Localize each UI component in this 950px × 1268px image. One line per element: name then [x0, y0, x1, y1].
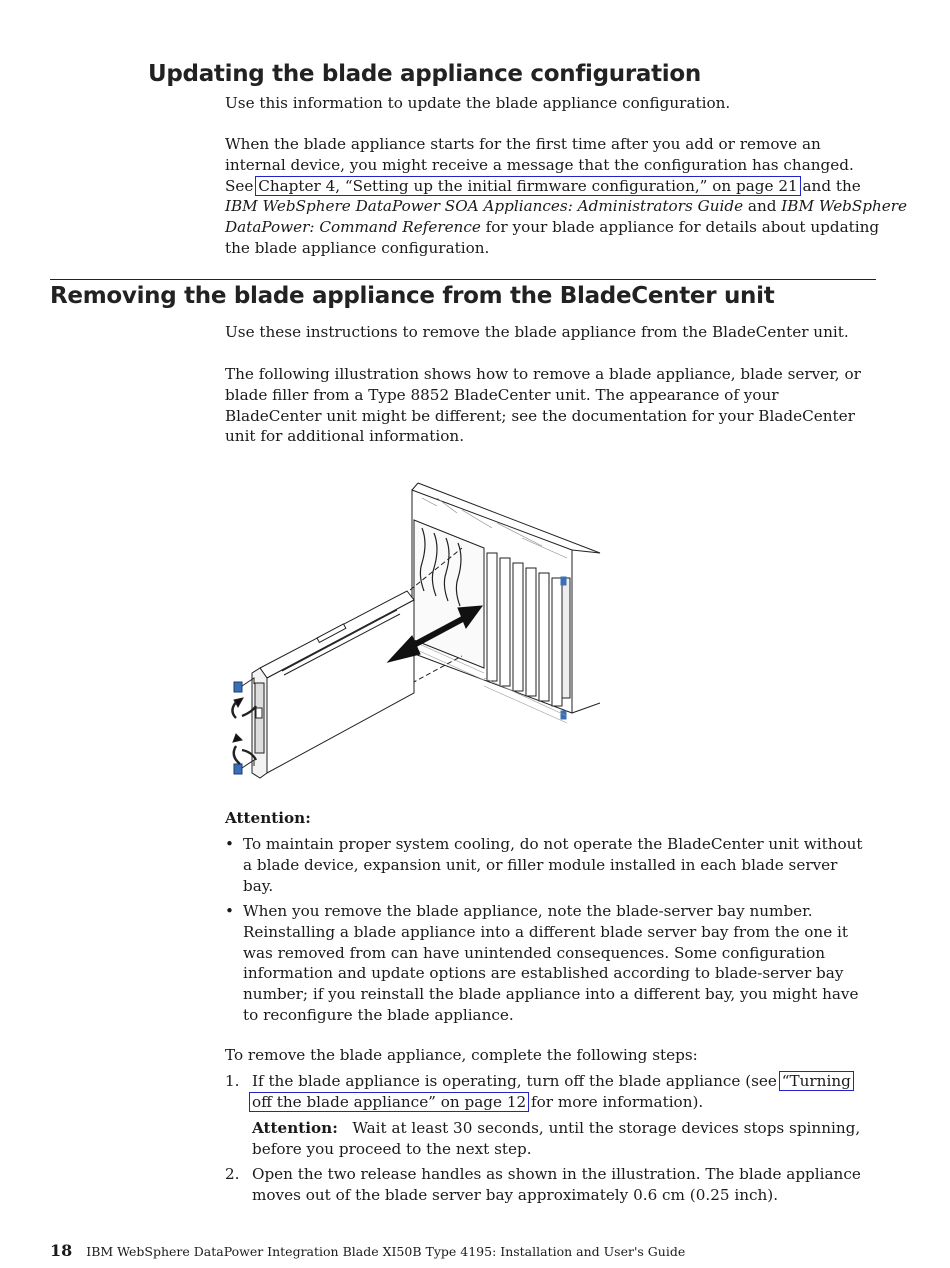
section2-paragraph: The following illustration shows how to remove a blade appliance, blade server, or blade filler from a Type 8852 BladeCenter unit. The appearance of your BladeCenter unit might be different; see the documentation for your BladeCenter unit for additional information.: [225, 365, 861, 446]
attention-heading: Attention:: [225, 809, 311, 827]
link-turning-off-1[interactable]: “Turning: [779, 1071, 854, 1091]
section1-paragraph: When the blade appliance starts for the first time after you add or remove an internal device, you might receive a message that the configuration has changed. See Chapter 4, “Setting up the initial firmware configuration,” on page 21 and the IBM WebSphere DataPower SOA Appliances: Administrators Guide and IBM WebSphere DataPower: Command Reference for your blade appliance for details about updating the blade appliance configuration.: [225, 135, 908, 257]
steps-intro: To remove the blade appliance, complete the following steps:: [225, 1046, 698, 1064]
bullet-item-2: When you remove the blade appliance, note the blade-server bay number. Reinstalling a blade appliance into a different blade server bay from the one it was removed from can have unintended consequences. Some configuration information and update options are established according to blade-server bay number; if you reinstall the blade appliance into a different bay, you might have to reconfigure the blade appliance.: [243, 902, 859, 1024]
step-1-attention: Attention: Wait at least 30 seconds, until the storage devices stops spinning, before you proceed to the next step.: [252, 1119, 861, 1158]
link-turning-off-2[interactable]: off the blade appliance” on page 12: [249, 1092, 529, 1112]
bullet-glyph-2: •: [225, 902, 234, 920]
section-title-removing: Removing the blade appliance from the BladeCenter unit: [50, 283, 775, 309]
footer-title: IBM WebSphere DataPower Integration Blade XI50B Type 4195: Installation and User's Guide: [86, 1244, 686, 1259]
link-chapter-4[interactable]: Chapter 4, “Setting up the initial firmware configuration,” on page 21: [255, 176, 800, 196]
section-title-updating: Updating the blade appliance configuration: [148, 61, 701, 87]
section-divider: [50, 279, 876, 280]
step-1-number: 1.: [225, 1072, 240, 1090]
blade-removal-illustration: [222, 478, 604, 783]
step-2: Open the two release handles as shown in the illustration. The blade appliance moves out of the blade server bay approximately 0.6 cm (0.25 inch).: [252, 1165, 861, 1204]
bullet-item-1: To maintain proper system cooling, do not operate the BladeCenter unit without a blade device, expansion unit, or filler module installed in each blade server bay.: [243, 835, 863, 895]
bullet-glyph-1: •: [225, 835, 234, 853]
step-2-number: 2.: [225, 1165, 240, 1183]
section2-intro: Use these instructions to remove the blade appliance from the BladeCenter unit.: [225, 323, 849, 341]
section1-intro: Use this information to update the blade appliance configuration.: [225, 94, 731, 112]
page-footer: [50, 1241, 685, 1260]
step-1: If the blade appliance is operating, turn off the blade appliance (see “Turning off the blade appliance” on page 12 for more information).: [252, 1071, 851, 1113]
page-number: 18: [50, 1241, 73, 1260]
